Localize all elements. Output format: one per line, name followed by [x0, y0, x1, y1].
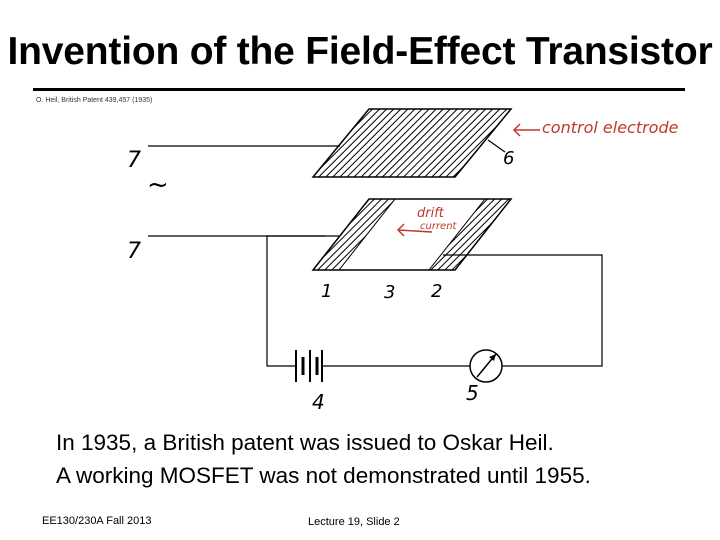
region-label-3: 3: [384, 282, 396, 303]
terminal-label-bottom: 7: [127, 239, 141, 264]
meter-symbol: [470, 350, 502, 382]
terminal-label-top: 7: [127, 148, 141, 173]
ac-source-label: ~: [147, 170, 169, 200]
patent-citation: O. Heil, British Patent 439,457 (1935): [36, 97, 153, 104]
slide-number-footer: Lecture 19, Slide 2: [308, 516, 400, 528]
battery-symbol: [296, 350, 322, 382]
control-electrode-plate: [313, 109, 511, 177]
control-electrode-annotation: control electrode: [542, 118, 679, 137]
wire-drain-loop: [443, 255, 602, 366]
patent-diagram: [110, 100, 710, 420]
current-annotation: current: [420, 221, 457, 232]
wire-source-loop: [267, 236, 325, 366]
title-underline: [33, 88, 685, 91]
slide-title: Invention of the Field-Effect Transistor: [7, 30, 713, 73]
region-label-1: 1: [321, 281, 333, 302]
drift-annotation: drift: [417, 206, 444, 221]
meter-label: 5: [466, 381, 479, 405]
body-line: A working MOSFET was not demonstrated until 1955.: [56, 463, 591, 488]
control-plate-label: 6: [503, 148, 515, 169]
body-line: In 1935, a British patent was issued to Oskar Heil.: [56, 430, 554, 455]
body-text: [56, 426, 591, 492]
region-label-2: 2: [431, 281, 443, 302]
battery-label: 4: [312, 390, 325, 414]
course-footer: EE130/230A Fall 2013: [42, 515, 152, 527]
